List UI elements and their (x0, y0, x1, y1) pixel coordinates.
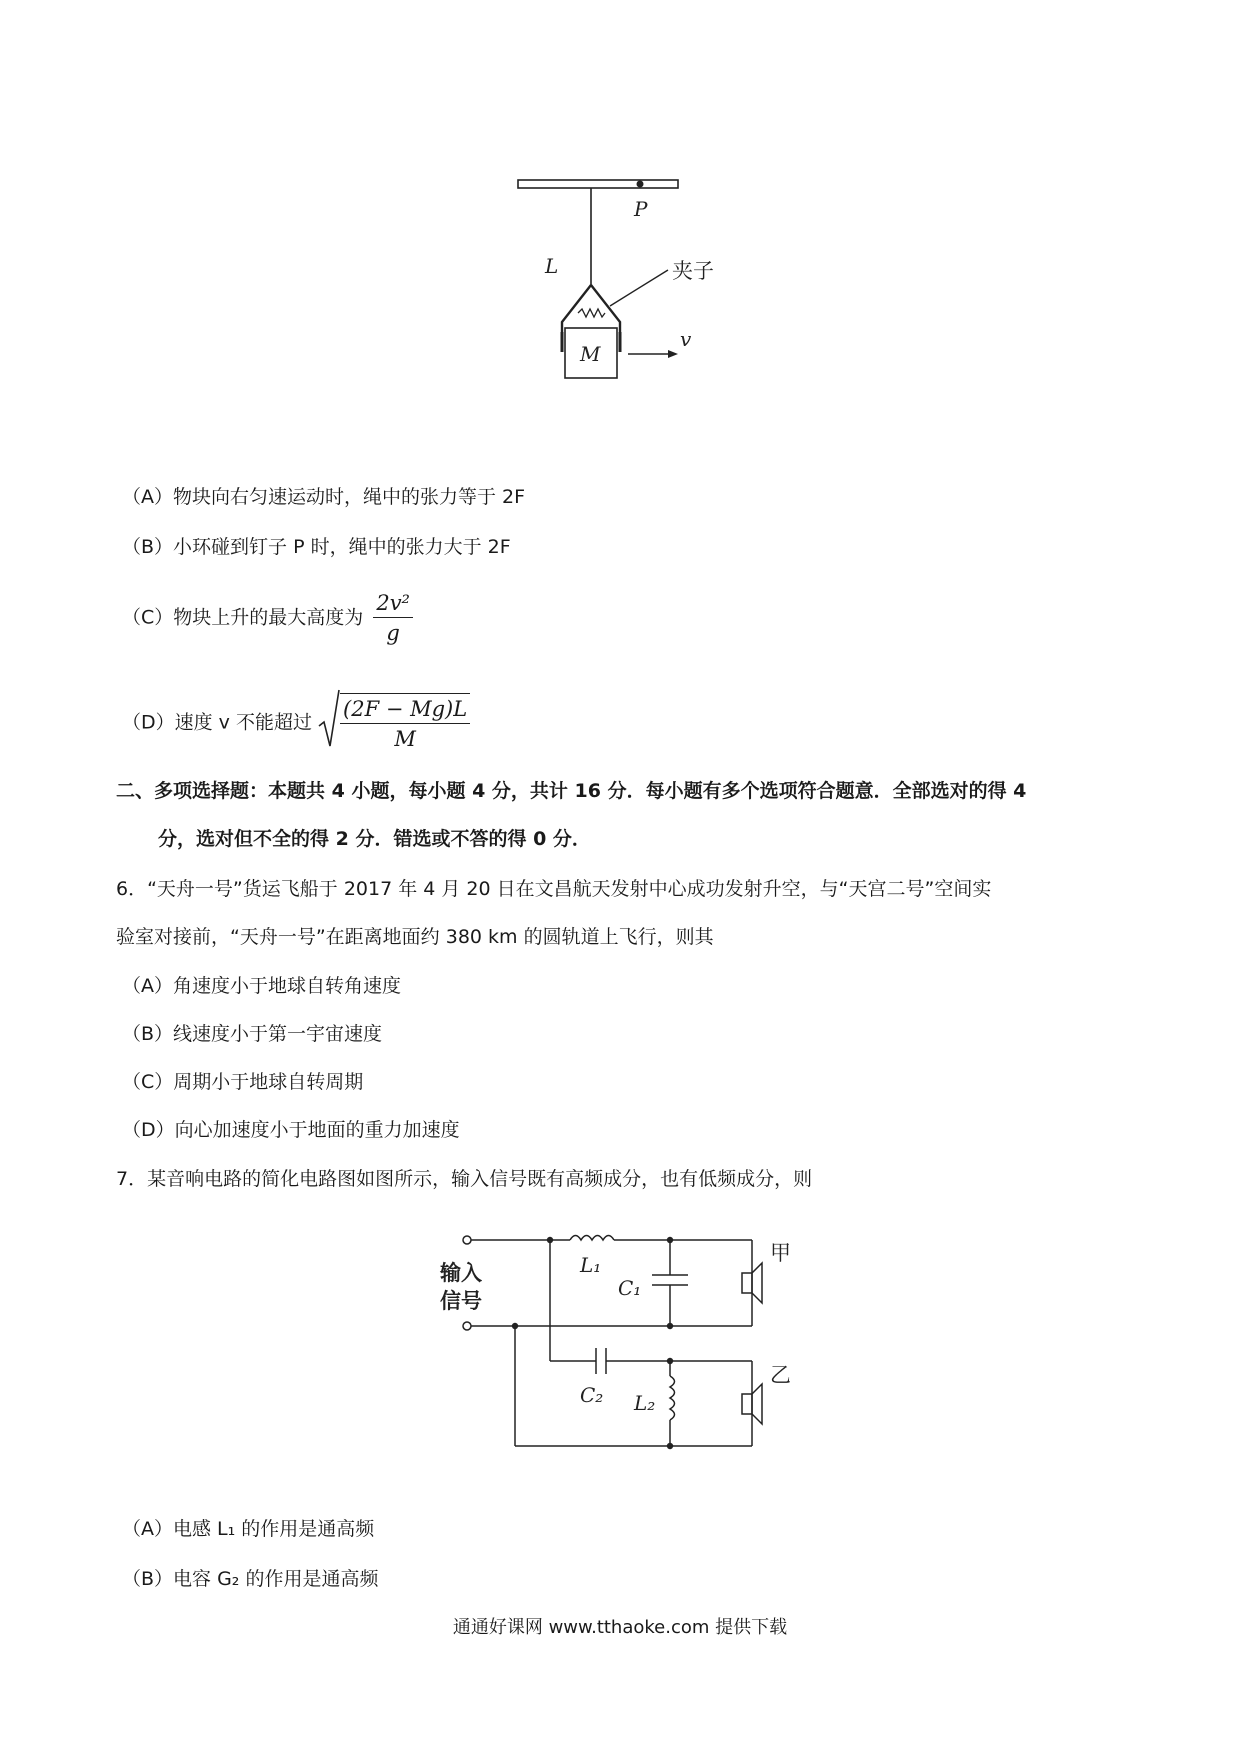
page-footer: 通通好课网 www.tthaoke.com 提供下载 (452, 1617, 788, 1638)
q6-stem-line2: 验室对接前，“天舟一号”在距离地面约 380 km 的圆轨道上飞行，则其 (116, 926, 714, 948)
label-l2: L₂ (634, 1391, 656, 1415)
label-p: P (634, 197, 648, 221)
fraction-denominator: g (386, 621, 400, 645)
q6-option-d: （D）向心加速度小于地面的重力加速度 (122, 1119, 460, 1141)
q7-option-a: （A）电感 L₁ 的作用是通高频 (122, 1518, 375, 1540)
label-c1: C₁ (618, 1276, 642, 1300)
q7-stem: 7．某音响电路的简化电路图如图所示，输入信号既有高频成分，也有低频成分，则 (116, 1168, 813, 1190)
q5-option-d (122, 688, 470, 757)
label-m: M (580, 342, 601, 366)
section2-line1: 二、多项选择题：本题共 4 小题，每小题 4 分，共计 16 分．每小题有多个选项符合题意．全部选对的得 4 (116, 780, 1027, 802)
label-v: v (680, 327, 692, 351)
q5-option-c-text: （C）物块上升的最大高度为 (122, 606, 364, 629)
figure-pendulum-clip (500, 170, 730, 420)
fraction-numerator: 2v² (373, 590, 413, 618)
q5-option-a: （A）物块向右匀速运动时，绳中的张力等于 2F (122, 486, 526, 508)
fraction-numerator: (2F − Mg)L (340, 696, 470, 724)
label-speaker-yi: 乙 (770, 1363, 791, 1387)
q5-option-c (122, 590, 413, 646)
q5-option-d-text: （D）速度 v 不能超过 (122, 711, 312, 734)
section2-line2: 分，选对但不全的得 2 分．错选或不答的得 0 分． (158, 828, 591, 850)
sqrt-sign (318, 688, 340, 757)
q6-option-c: （C）周期小于地球自转周期 (122, 1071, 364, 1093)
label-c2: C₂ (580, 1383, 604, 1407)
figure-audio-circuit (430, 1226, 810, 1466)
fraction-denominator: M (394, 727, 416, 751)
label-l1: L₁ (580, 1253, 602, 1277)
fraction-max-height (373, 590, 413, 646)
q6-option-b: （B）线速度小于第一宇宙速度 (122, 1023, 383, 1045)
label-clip: 夹子 (672, 259, 714, 283)
q6-option-a: （A）角速度小于地球自转角速度 (122, 975, 401, 997)
label-speaker-jia: 甲 (770, 1241, 791, 1265)
q7-option-b: （B）电容 G₂ 的作用是通高频 (122, 1568, 379, 1590)
label-input-line1: 输入 (440, 1261, 482, 1285)
q5-option-b: （B）小环碰到钉子 P 时，绳中的张力大于 2F (122, 536, 511, 558)
fraction-max-speed (340, 693, 470, 752)
label-input-line2: 信号 (440, 1289, 482, 1313)
q6-stem-line1: 6．“天舟一号”货运飞船于 2017 年 4 月 20 日在文昌航天发射中心成功发射升空，与“天宫二号”空间实 (116, 878, 992, 900)
label-l: L (545, 254, 559, 278)
